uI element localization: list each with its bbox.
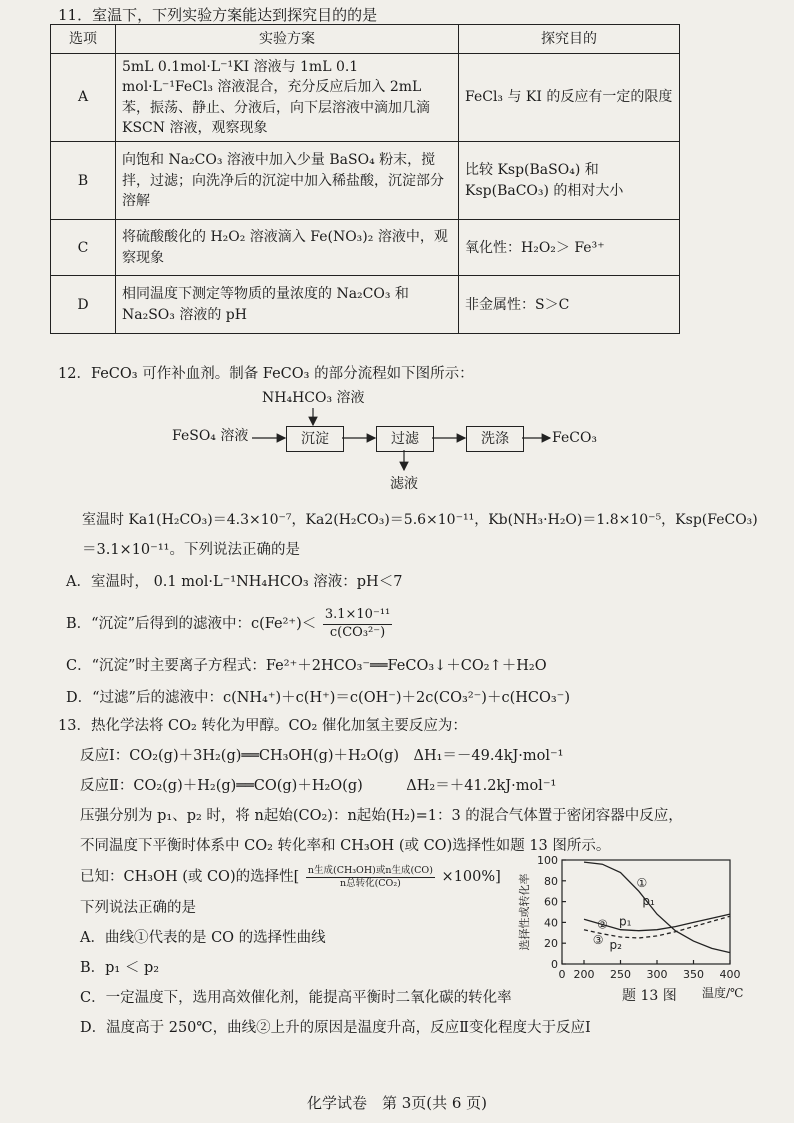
y-tick-label: 20 bbox=[544, 937, 558, 951]
q13-known bbox=[80, 860, 501, 894]
known-prefix: 已知：CH₃OH (或 CO)的选择性[ bbox=[80, 869, 300, 885]
series-label: p₁ bbox=[642, 894, 655, 909]
row-aim: 非金属性：S＞C bbox=[459, 276, 680, 334]
q12-option-b-fraction bbox=[323, 607, 392, 641]
chart-caption: 题 13 图 bbox=[622, 988, 677, 1004]
flow-step-filter: 过滤 bbox=[376, 426, 434, 452]
fraction-numerator: 3.1×10⁻¹¹ bbox=[323, 607, 392, 624]
q13-reaction-1: 反应Ⅰ：CO₂(g)＋3H₂(g)══CH₃OH(g)＋H₂O(g) ΔH₁＝－49.4kJ·mol⁻¹ bbox=[80, 748, 564, 764]
header-option: 选项 bbox=[51, 25, 116, 54]
q12-option-a: A．室温时， 0.1 mol·L⁻¹NH₄HCO₃ 溶液：pH＜7 bbox=[66, 574, 403, 590]
chart-x-axis-label: 温度/℃ bbox=[702, 986, 744, 1000]
q13-ask: 下列说法正确的是 bbox=[80, 900, 196, 916]
series-label: p₂ bbox=[609, 937, 622, 952]
row-plan: 5mL 0.1mol·L⁻¹KI 溶液与 1mL 0.1 mol·L⁻¹FeCl₃ 溶液混合，充分反应后加入 2mL 苯，振荡、静止、分液后，向下层溶液中滴加几滴 KSCN 溶液，观察现象 bbox=[116, 54, 459, 142]
row-aim: 比较 Ksp(BaSO₄) 和 Ksp(BaCO₃) 的相对大小 bbox=[459, 142, 680, 220]
x-tick-label: 350 bbox=[683, 968, 704, 981]
y-tick-label: 0 bbox=[551, 958, 558, 971]
flow-step-precipitate: 沉淀 bbox=[286, 426, 344, 452]
flow-step-wash: 洗涤 bbox=[466, 426, 524, 452]
x-tick-label: 400 bbox=[719, 968, 741, 981]
y-tick-label: 60 bbox=[544, 895, 558, 909]
chart-y-axis-label: 选择性或转化率 bbox=[518, 873, 531, 951]
flow-reagent-label: NH₄HCO₃ 溶液 bbox=[262, 390, 365, 406]
fraction-numerator: n生成(CH₃OH)或n生成(CO) bbox=[307, 864, 433, 876]
x-tick-label: 200 bbox=[573, 968, 595, 981]
q12-option-c: C．“沉淀”时主要离子方程式：Fe²⁺＋2HCO₃⁻══FeCO₃↓＋CO₂↑＋H₂O bbox=[66, 658, 547, 674]
x-tick-label: 250 bbox=[610, 968, 631, 981]
q13-option-b: B．p₁ ＜ p₂ bbox=[80, 960, 160, 976]
q12-option-d: D．“过滤”后的滤液中：c(NH₄⁺)＋c(H⁺)＝c(OH⁻)＋2c(CO₃²⁻)＋c(HCO₃⁻) bbox=[66, 690, 570, 706]
fraction-denominator: c(CO₃²⁻) bbox=[329, 624, 386, 640]
q12-option-b-prefix: B．“沉淀”后得到的滤液中：c(Fe²⁺)＜ bbox=[66, 616, 317, 632]
y-tick-label: 80 bbox=[544, 874, 558, 888]
known-fraction bbox=[306, 865, 435, 890]
q12-option-b bbox=[66, 604, 394, 644]
known-suffix: ×100%] bbox=[441, 869, 501, 885]
row-option: B bbox=[51, 142, 116, 220]
q13-option-d: D．温度高于 250℃，曲线②上升的原因是温度升高，反应Ⅱ变化程度大于反应Ⅰ bbox=[80, 1020, 591, 1036]
series-label: ③ bbox=[592, 932, 604, 947]
q12-data-line2: ＝3.1×10⁻¹¹。下列说法正确的是 bbox=[82, 542, 300, 558]
row-plan: 向饱和 Na₂CO₃ 溶液中加入少量 BaSO₄ 粉末，搅拌，过滤；向洗净后的沉淀中加入稀盐酸，沉淀部分溶解 bbox=[116, 142, 459, 220]
row-plan: 相同温度下测定等物质的量浓度的 Na₂CO₃ 和 Na₂SO₃ 溶液的 pH bbox=[116, 276, 459, 334]
row-plan: 将硫酸酸化的 H₂O₂ 溶液滴入 Fe(NO₃)₂ 溶液中，观察现象 bbox=[116, 220, 459, 276]
q13-option-a: A．曲线①代表的是 CO 的选择性曲线 bbox=[80, 930, 326, 946]
row-option: A bbox=[51, 54, 116, 142]
q13-para-1: 压强分别为 p₁、p₂ 时，将 n起始(CO₂)：n起始(H₂)=1：3 的混合气体置于密闭容器中反应， bbox=[80, 808, 683, 824]
series-line bbox=[584, 862, 730, 953]
flow-arrows bbox=[0, 0, 794, 520]
row-option: D bbox=[51, 276, 116, 334]
q13-chart bbox=[516, 850, 766, 1000]
row-aim: 氧化性：H₂O₂＞ Fe³⁺ bbox=[459, 220, 680, 276]
y-tick-label: 100 bbox=[537, 854, 558, 867]
series-label: ① bbox=[636, 876, 648, 891]
q13-reaction-2: 反应Ⅱ：CO₂(g)＋H₂(g)══CO(g)＋H₂O(g) ΔH₂＝＋41.2kJ·mol⁻¹ bbox=[80, 778, 557, 794]
flow-output-label: FeCO₃ bbox=[552, 430, 598, 446]
header-plan: 实验方案 bbox=[116, 25, 459, 54]
series-label: ② bbox=[597, 917, 608, 932]
q13-option-c: C．一定温度下，选用高效催化剂，能提高平衡时二氧化碳的转化率 bbox=[80, 990, 512, 1006]
y-tick-label: 40 bbox=[544, 916, 558, 930]
series-label: p₁ bbox=[619, 914, 632, 929]
question-13-stem: 13．热化学法将 CO₂ 转化为甲醇。CO₂ 催化加氢主要反应为： bbox=[58, 718, 467, 734]
question-12-stem: 12．FeCO₃ 可作补血剂。制备 FeCO₃ 的部分流程如下图所示： bbox=[58, 366, 474, 382]
fraction-denominator: n总转化(CO₂) bbox=[339, 877, 401, 889]
row-aim: FeCl₃ 与 KI 的反应有一定的限度 bbox=[459, 54, 680, 142]
q12-data-line1: 室温时 Ka1(H₂CO₃)＝4.3×10⁻⁷，Ka2(H₂CO₃)＝5.6×10⁻¹¹，Kb(NH₃·H₂O)＝1.8×10⁻⁵，Ksp(FeCO₃) bbox=[82, 512, 758, 528]
question-11-stem: 11．室温下，下列实验方案能达到探究目的的是 bbox=[58, 6, 378, 24]
x-tick-label: 300 bbox=[646, 968, 668, 981]
x-tick-label: 0 bbox=[558, 968, 566, 981]
row-option: C bbox=[51, 220, 116, 276]
flow-byproduct-label: 滤液 bbox=[390, 476, 418, 492]
page-footer: 化学试卷 第 3页(共 6 页) bbox=[306, 1094, 488, 1112]
flow-input-label: FeSO₄ 溶液 bbox=[172, 428, 249, 444]
header-aim: 探究目的 bbox=[459, 25, 680, 54]
q13-para-2: 不同温度下平衡时体系中 CO₂ 转化率和 CH₃OH (或 CO)选择性如题 13 图所示。 bbox=[80, 838, 611, 854]
